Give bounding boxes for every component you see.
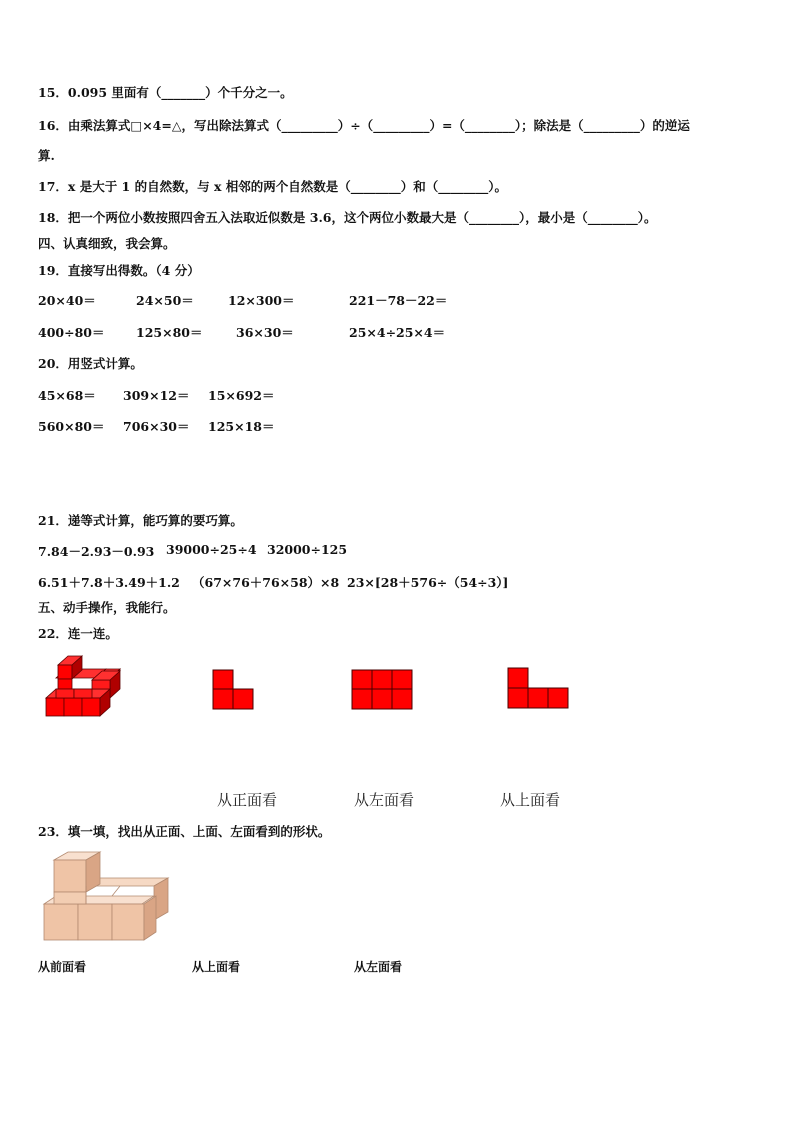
red-cube-stack-3d-icon — [44, 656, 128, 718]
q20-item: 45×68＝ — [38, 388, 96, 403]
q20-item: 15×692＝ — [208, 388, 275, 403]
q19-item: 36×30＝ — [236, 325, 294, 340]
q16-text-line2: 算. — [38, 148, 55, 163]
q20-title: 20．用竖式计算。 — [38, 356, 143, 371]
q20-item: 309×12＝ — [123, 388, 190, 403]
q20-item: 706×30＝ — [123, 419, 190, 434]
q21-item: 39000÷25÷4 — [166, 542, 257, 557]
section-five-heading: 五、动手操作，我能行。 — [38, 600, 176, 615]
section-four-heading: 四、认真细致，我会算。 — [38, 236, 176, 251]
left-view-shape-icon — [351, 669, 413, 710]
q21-item: 23×[28＋576÷（54÷3）] — [347, 575, 509, 590]
q19-item: 221－78－22＝ — [349, 293, 448, 308]
beige-cube-stack-3d-icon — [42, 850, 172, 944]
q17-text: 17．x 是大于 1 的自然数，与 x 相邻的两个自然数是（________）和（________）。 — [38, 179, 508, 194]
q23-label-top: 从上面看 — [192, 960, 241, 974]
q23-label-front: 从前面看 — [38, 960, 87, 974]
q22-label-left: 从左面看 — [354, 791, 415, 809]
q19-item: 20×40＝ — [38, 293, 96, 308]
q19-item: 12×300＝ — [228, 293, 295, 308]
q16-text-line1: 16．由乘法算式□×4=△，写出除法算式（_________）÷（_________）=（________）；除法是（_________）的逆运 — [38, 118, 690, 133]
front-view-shape-icon — [212, 669, 255, 710]
q18-text: 18．把一个两位小数按照四舍五入法取近似数是 3.6，这个两位小数最大是（________），最小是（________）。 — [38, 210, 657, 225]
q21-item: （67×76＋76×58）×8 — [192, 575, 340, 590]
q21-item: 6.51＋7.8＋3.49＋1.2 — [38, 575, 180, 590]
q22-label-front: 从正面看 — [217, 791, 278, 809]
q19-item: 24×50＝ — [136, 293, 194, 308]
q19-item: 125×80＝ — [136, 325, 203, 340]
q21-item: 32000÷125 — [267, 542, 348, 557]
q23-label-left: 从左面看 — [354, 960, 403, 974]
q19-title: 19．直接写出得数。（4 分） — [38, 263, 200, 278]
q22-title: 22．连一连。 — [38, 626, 118, 641]
q19-item: 25×4÷25×4＝ — [349, 325, 446, 340]
top-view-shape-icon — [507, 667, 569, 709]
q19-item: 400÷80＝ — [38, 325, 105, 340]
q23-title: 23．填一填，找出从正面、上面、左面看到的形状。 — [38, 824, 331, 839]
q21-item: 7.84－2.93－0.93 — [38, 544, 155, 559]
q20-item: 560×80＝ — [38, 419, 105, 434]
q21-title: 21．递等式计算，能巧算的要巧算。 — [38, 513, 243, 528]
q20-item: 125×18＝ — [208, 419, 275, 434]
q22-label-top: 从上面看 — [500, 791, 561, 809]
q15-text: 15．0.095 里面有（_______）个千分之一。 — [38, 85, 293, 100]
